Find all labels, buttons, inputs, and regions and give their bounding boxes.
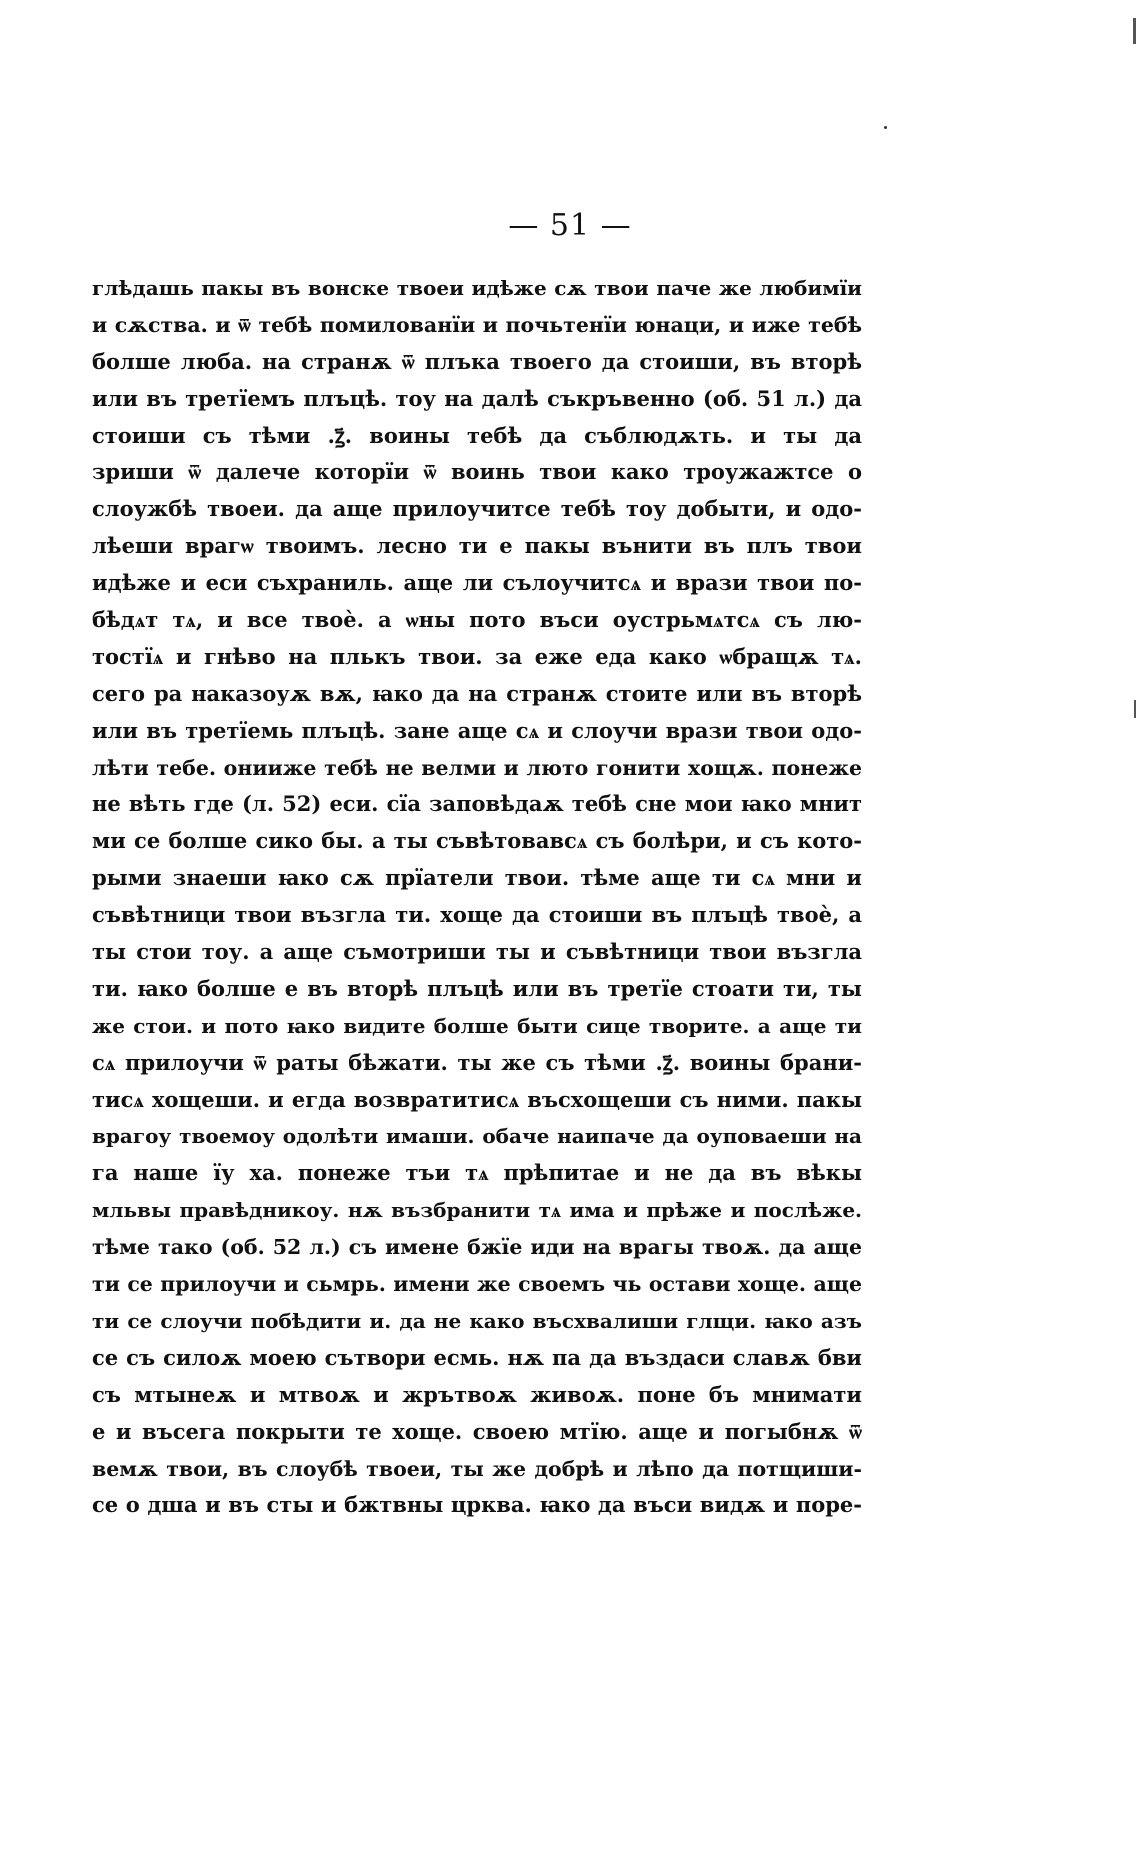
text-line: ми се болше сико бы. а ты съвѣтовавсѧ съ болѣри, и съ кото- <box>92 828 862 854</box>
text-line: или въ третїемъ плъцѣ. тоу на далѣ съкръвенно (об. 51 л.) да <box>92 385 862 411</box>
text-line: рыми знаеши ꙗко сѫ прїатели твои. тѣме аще ти сѧ мни и <box>92 865 862 891</box>
text-line: се о дша и въ сты и бжтвны црква. ꙗко да въси видѫ и поре- <box>92 1492 862 1518</box>
text-line: лѣеши врагѡ твоимъ. лесно ти е пакы вънити въ плъ твои <box>92 533 862 559</box>
text-line: сѧ прилоучи ѿ раты бѣжати. ты же съ тѣми .ꙁ҃. воины брани- <box>92 1049 862 1075</box>
text-line: мльвы правѣдникоу. нѫ възбранити тѧ има и прѣже и послѣже. <box>92 1198 862 1223</box>
text-line: лѣти тебе. онииже тебѣ не велми и люто гонити хощѫ. понеже <box>92 755 862 780</box>
edge-mark <box>1133 18 1136 44</box>
text-line: е и въсега покрыти те хоще. своею мтїю. аще и погыбнѫ ѿ <box>92 1418 862 1444</box>
ink-speck <box>884 126 887 129</box>
text-line: болше люба. на странѫ ѿ плъка твоего да стоиши, въ вторѣ <box>92 348 862 374</box>
text-line: ты стои тоу. а аще съмотриши ты и съвѣтници твои възгла <box>92 939 862 965</box>
text-line: се съ силоѫ моею сътвори есмь. нѫ па да въздаси славѫ бви <box>92 1344 862 1370</box>
text-line: глѣдашь пакы въ вонске твоеи идѣже сѫ твои паче же любимїи <box>92 276 862 300</box>
edge-mark <box>1134 700 1136 718</box>
text-line: га наше їу ха. понеже тъи тѧ прѣпитае и не да въ вѣкы <box>92 1160 862 1186</box>
text-line: стоиши съ тѣми .ꙁ҃. воины тебѣ да съблюдѫть. и ты да <box>92 422 862 448</box>
text-line: же стои. и пото ꙗко видите болше быти сице творите. а аще ти <box>92 1013 862 1038</box>
text-line: ти. ꙗко болше е въ вторѣ плъцѣ или въ третїе стоати ти, ты <box>92 975 862 1001</box>
text-line: сего ра наказоуѫ вѫ, ꙗко да на странѫ стоите или въ вторѣ <box>92 680 862 706</box>
text-line: врагоу твоемоу одолѣти имаши. обаче наипаче да оуповаеши на <box>92 1124 862 1149</box>
text-line: тѣме тако (об. 52 л.) съ имене бжїе иди на врагы твоѫ. да аще <box>92 1235 862 1260</box>
text-line: бѣдѧт тѧ, и все твоѐ. а ѡны пото въси оустрьмѧтсѧ съ лю- <box>92 607 862 633</box>
text-line: тостїѧ и гнѣво на плькъ твои. за еже еда како ѡбращѫ тѧ. <box>92 643 862 669</box>
text-line: тисѧ хощеши. и егда возвратитисѧ въсхощеши съ ними. пакы <box>92 1086 862 1112</box>
page-number: — 51 — <box>508 208 632 243</box>
text-line: идѣже и еси съхраниль. аще ли сълоучитсѧ и врази твои по- <box>92 570 862 596</box>
text-line: слоужбѣ твоеи. да аще прилоучитсе тебѣ тоу добыти, и одо- <box>92 496 862 522</box>
text-line: не вѣть где (л. 52) еси. сїа заповѣдаѫ тебѣ сне мои ꙗко мнит <box>92 791 862 817</box>
body-text <box>92 270 862 1524</box>
text-line: зриши ѿ далече которїи ѿ воинь твои како троужажтсе о <box>92 459 862 485</box>
text-line: или въ третїемь плъцѣ. зане аще сѧ и слоучи врази твои одо- <box>92 717 862 743</box>
text-line: ти се прилоучи и сьмрь. имени же своемъ чь остави хоще. аще <box>92 1272 862 1297</box>
text-line: съ мтынеѫ и мтвоѫ и жрътвоѫ живоѫ. поне бъ мнимати <box>92 1381 862 1407</box>
text-line: вемѫ твои, въ слоубѣ твоеи, ты же добрѣ и лѣпо да потщиши- <box>92 1456 862 1481</box>
text-line: ти се слоучи побѣдити и. да не како въсхвалиши глщи. ꙗко азъ <box>92 1308 862 1333</box>
text-line: съвѣтници твои възгла ти. хоще да стоиши въ плъцѣ твоѐ, а <box>92 902 862 928</box>
text-line: и сѫства. и ѿ тебѣ помилованїи и почьтенїи юнаци, и иже тебѣ <box>92 312 862 337</box>
